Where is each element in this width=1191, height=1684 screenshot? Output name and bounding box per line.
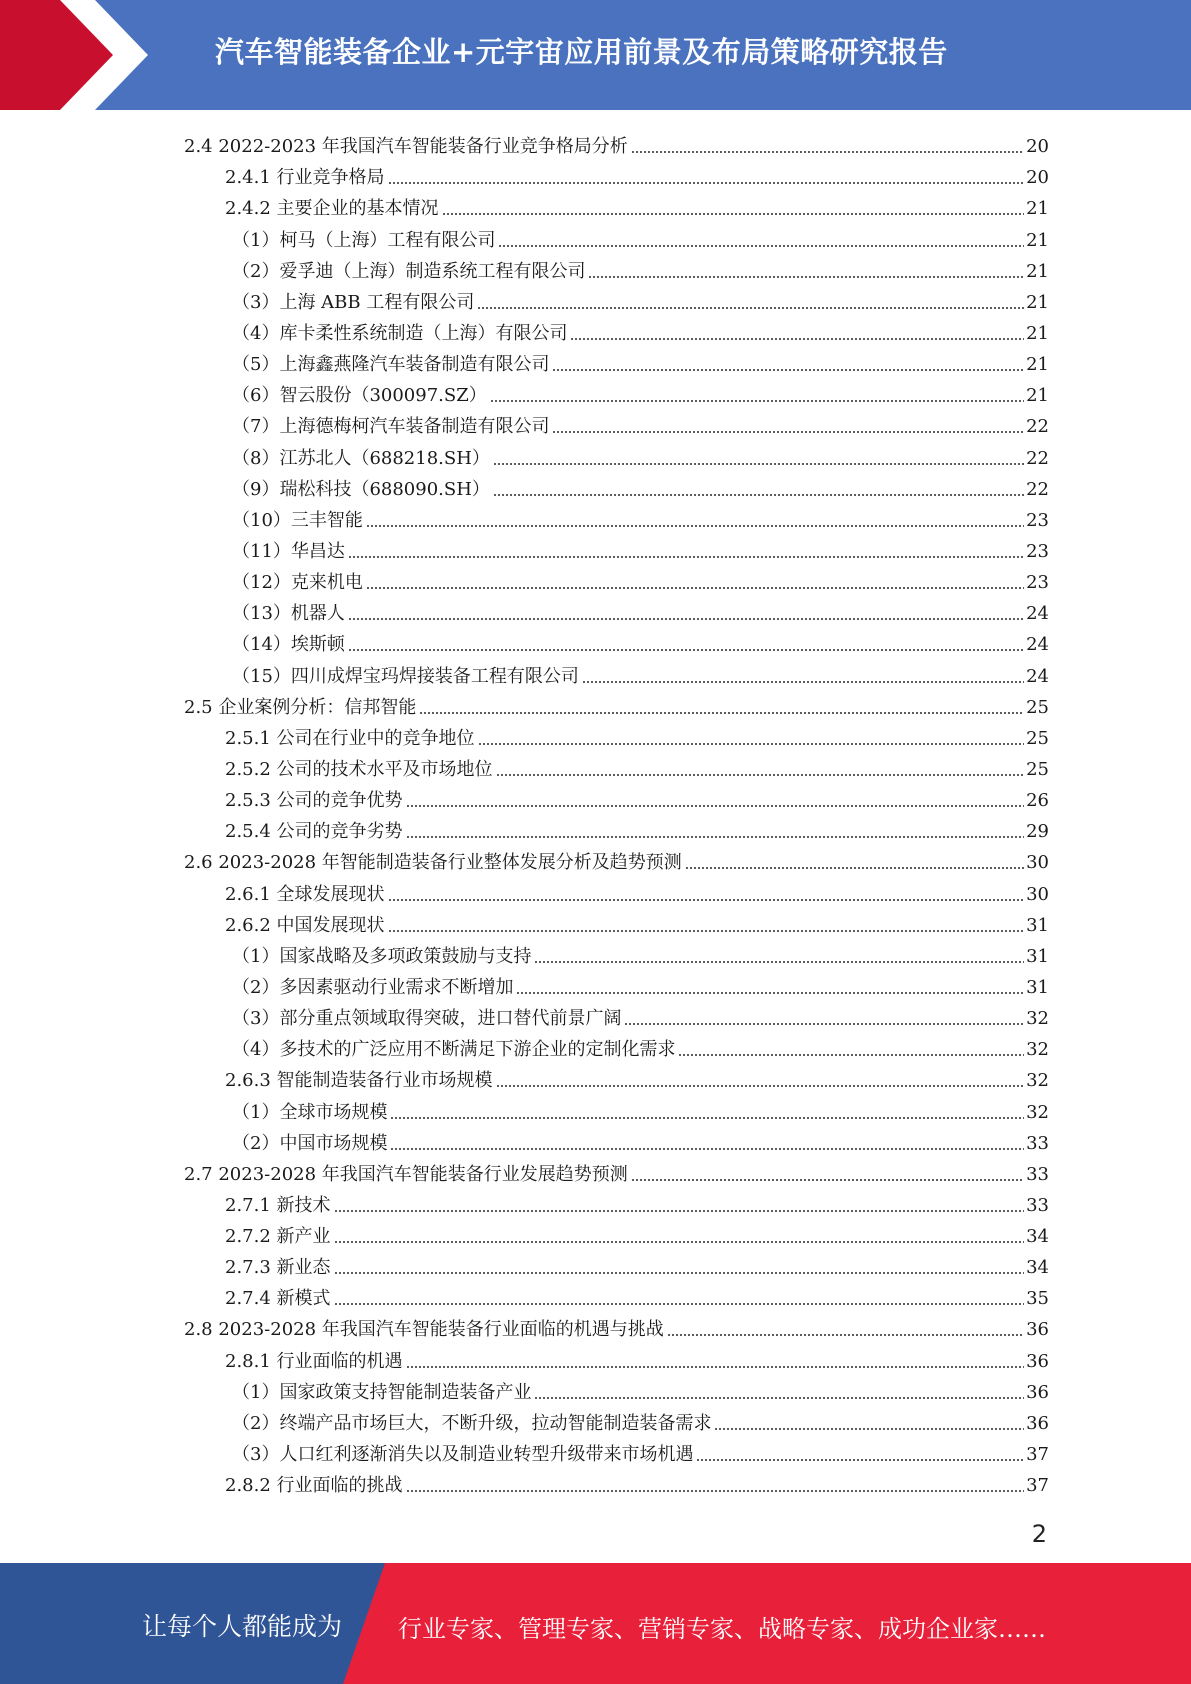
toc-entry-label: （2）终端产品市场巨大，不断升级，拉动智能制造装备需求 bbox=[232, 1412, 712, 1434]
toc-entry-page: 21 bbox=[1026, 322, 1049, 344]
toc-entry-label: （14）埃斯顿 bbox=[232, 634, 345, 656]
toc-dot-leader bbox=[348, 556, 1024, 558]
toc-entry-page: 30 bbox=[1026, 852, 1049, 874]
toc-entry[interactable] bbox=[184, 625, 1049, 656]
toc-dot-leader bbox=[348, 618, 1024, 620]
toc-entry-label: （5）上海鑫燕隆汽车装备制造有限公司 bbox=[232, 354, 550, 376]
toc-entry-label: （1）柯马（上海）工程有限公司 bbox=[232, 229, 496, 251]
toc-entry-page: 21 bbox=[1026, 354, 1049, 376]
toc-entry-label: （4）多技术的广泛应用不断满足下游企业的定制化需求 bbox=[232, 1039, 676, 1061]
toc-entry-page: 21 bbox=[1026, 385, 1049, 407]
toc-entry[interactable] bbox=[184, 750, 1049, 781]
header-arrow-decoration bbox=[0, 0, 160, 110]
toc-entry-label: （2）中国市场规模 bbox=[232, 1132, 388, 1154]
toc-entry-label: （11）华昌达 bbox=[232, 540, 345, 562]
toc-entry[interactable] bbox=[184, 1310, 1049, 1341]
toc-dot-leader bbox=[390, 1117, 1024, 1119]
toc-entry[interactable] bbox=[184, 812, 1049, 843]
toc-entry-label: 2.7 2023-2028 年我国汽车智能装备行业发展趋势预测 bbox=[184, 1163, 628, 1185]
toc-dot-leader bbox=[390, 1148, 1024, 1150]
toc-dot-leader bbox=[631, 151, 1024, 153]
toc-entry[interactable] bbox=[184, 158, 1049, 189]
toc-entry-label: （4）库卡柔性系统制造（上海）有限公司 bbox=[232, 322, 568, 344]
toc-entry-label: （10）三丰智能 bbox=[232, 509, 363, 531]
toc-entry-page: 21 bbox=[1026, 229, 1049, 251]
toc-dot-leader bbox=[334, 1272, 1025, 1274]
toc-entry[interactable] bbox=[184, 937, 1049, 968]
toc-entry-page: 36 bbox=[1026, 1319, 1049, 1341]
toc-dot-leader bbox=[552, 431, 1024, 433]
toc-dot-leader bbox=[624, 1023, 1024, 1025]
toc-entry[interactable] bbox=[184, 1155, 1049, 1186]
toc-entry[interactable] bbox=[184, 1217, 1049, 1248]
toc-entry-page: 25 bbox=[1026, 727, 1049, 749]
toc-entry-page: 31 bbox=[1026, 945, 1049, 967]
toc-entry-label: （3）人口红利逐渐消失以及制造业转型升级带来市场机遇 bbox=[232, 1444, 694, 1466]
toc-entry[interactable] bbox=[184, 563, 1049, 594]
toc-entry-page: 24 bbox=[1026, 603, 1049, 625]
toc-entry-page: 36 bbox=[1026, 1350, 1049, 1372]
toc-entry-page: 31 bbox=[1026, 914, 1049, 936]
toc-dot-leader bbox=[477, 307, 1024, 309]
toc-entry-page: 34 bbox=[1026, 1257, 1049, 1279]
toc-entry-label: 2.8.2 行业面临的挑战 bbox=[225, 1475, 403, 1497]
toc-entry-label: 2.4.1 行业竞争格局 bbox=[225, 167, 385, 189]
toc-dot-leader bbox=[406, 1490, 1025, 1492]
toc-entry[interactable] bbox=[184, 252, 1049, 283]
toc-dot-leader bbox=[534, 961, 1024, 963]
toc-entry-label: （1）国家政策支持智能制造装备产业 bbox=[232, 1381, 532, 1403]
toc-dot-leader bbox=[406, 1366, 1025, 1368]
toc-entry[interactable] bbox=[184, 127, 1049, 158]
toc-entry[interactable] bbox=[184, 656, 1049, 687]
toc-entry[interactable] bbox=[184, 283, 1049, 314]
toc-entry-page: 22 bbox=[1026, 416, 1049, 438]
toc-entry-page: 26 bbox=[1026, 790, 1049, 812]
toc-entry-page: 21 bbox=[1026, 260, 1049, 282]
toc-entry[interactable] bbox=[184, 843, 1049, 874]
toc-entry-label: （6）智云股份（300097.SZ） bbox=[232, 385, 487, 407]
toc-entry-page: 32 bbox=[1026, 1039, 1049, 1061]
toc-entry[interactable] bbox=[184, 1404, 1049, 1435]
toc-entry-label: 2.6.3 智能制造装备行业市场规模 bbox=[225, 1070, 493, 1092]
toc-entry-page: 23 bbox=[1026, 572, 1049, 594]
toc-dot-leader bbox=[570, 338, 1024, 340]
toc-entry-label: （9）瑞松科技（688090.SH） bbox=[232, 478, 490, 500]
toc-entry-label: 2.5.4 公司的竞争劣势 bbox=[225, 821, 403, 843]
toc-entry[interactable] bbox=[184, 438, 1049, 469]
toc-entry-label: （12）克来机电 bbox=[232, 572, 363, 594]
toc-entry[interactable] bbox=[184, 189, 1049, 220]
toc-entry-page: 22 bbox=[1026, 478, 1049, 500]
toc-entry-label: （3）部分重点领域取得突破，进口替代前景广阔 bbox=[232, 1008, 622, 1030]
toc-dot-leader bbox=[406, 836, 1025, 838]
toc-entry-label: （1）全球市场规模 bbox=[232, 1101, 388, 1123]
toc-entry[interactable] bbox=[184, 376, 1049, 407]
toc-entry[interactable] bbox=[184, 1279, 1049, 1310]
toc-entry-page: 23 bbox=[1026, 509, 1049, 531]
toc-dot-leader bbox=[388, 182, 1025, 184]
toc-entry[interactable] bbox=[184, 1030, 1049, 1061]
toc-entry-label: 2.5 企业案例分析：信邦智能 bbox=[184, 696, 417, 718]
toc-entry[interactable] bbox=[184, 1466, 1049, 1497]
toc-entry[interactable] bbox=[184, 1061, 1049, 1092]
toc-entry-label: （15）四川成焊宝玛焊接装备工程有限公司 bbox=[232, 665, 579, 687]
toc-entry-page: 33 bbox=[1026, 1163, 1049, 1185]
toc-entry-page: 29 bbox=[1026, 821, 1049, 843]
toc-entry-page: 20 bbox=[1026, 167, 1049, 189]
toc-entry[interactable] bbox=[184, 345, 1049, 376]
toc-dot-leader bbox=[334, 1210, 1025, 1212]
toc-dot-leader bbox=[685, 867, 1024, 869]
toc-entry[interactable] bbox=[184, 1435, 1049, 1466]
toc-entry-page: 37 bbox=[1026, 1475, 1049, 1497]
toc-entry[interactable] bbox=[184, 968, 1049, 999]
toc-dot-leader bbox=[631, 1179, 1024, 1181]
toc-dot-leader bbox=[696, 1459, 1024, 1461]
toc-entry-label: 2.7.3 新业态 bbox=[225, 1257, 331, 1279]
page-footer bbox=[0, 1563, 1191, 1684]
toc-dot-leader bbox=[442, 213, 1025, 215]
toc-dot-leader bbox=[498, 245, 1024, 247]
toc-entry[interactable] bbox=[184, 407, 1049, 438]
toc-dot-leader bbox=[366, 525, 1024, 527]
toc-dot-leader bbox=[496, 774, 1025, 776]
page-header bbox=[0, 0, 1191, 110]
toc-entry[interactable] bbox=[184, 1341, 1049, 1372]
toc-dot-leader bbox=[406, 805, 1025, 807]
toc-dot-leader bbox=[534, 1397, 1024, 1399]
toc-dot-leader bbox=[552, 369, 1024, 371]
toc-entry[interactable] bbox=[184, 874, 1049, 905]
toc-entry-label: （8）江苏北人（688218.SH） bbox=[232, 447, 490, 469]
toc-entry-page: 21 bbox=[1026, 291, 1049, 313]
toc-entry-label: 2.8 2023-2028 年我国汽车智能装备行业面临的机遇与挑战 bbox=[184, 1319, 664, 1341]
toc-entry[interactable] bbox=[184, 314, 1049, 345]
toc-entry-page: 31 bbox=[1026, 976, 1049, 998]
toc-entry-label: 2.4.2 主要企业的基本情况 bbox=[225, 198, 439, 220]
toc-dot-leader bbox=[388, 930, 1025, 932]
toc-dot-leader bbox=[582, 681, 1024, 683]
toc-entry-page: 24 bbox=[1026, 665, 1049, 687]
table-of-contents bbox=[184, 127, 1049, 1497]
toc-dot-leader bbox=[366, 587, 1024, 589]
toc-entry-page: 22 bbox=[1026, 447, 1049, 469]
toc-entry-page: 33 bbox=[1026, 1194, 1049, 1216]
toc-dot-leader bbox=[490, 400, 1024, 402]
toc-dot-leader bbox=[493, 494, 1024, 496]
toc-entry[interactable] bbox=[184, 999, 1049, 1030]
toc-entry-label: （2）爱孚迪（上海）制造系统工程有限公司 bbox=[232, 260, 586, 282]
toc-entry[interactable] bbox=[184, 501, 1049, 532]
page-number: 2 bbox=[1031, 1520, 1047, 1548]
toc-entry[interactable] bbox=[184, 1186, 1049, 1217]
toc-entry[interactable] bbox=[184, 594, 1049, 625]
toc-entry[interactable] bbox=[184, 719, 1049, 750]
toc-entry-label: 2.6.2 中国发展现状 bbox=[225, 914, 385, 936]
toc-entry-page: 36 bbox=[1026, 1381, 1049, 1403]
toc-dot-leader bbox=[334, 1241, 1025, 1243]
footer-expert-list: 行业专家、管理专家、营销专家、战略专家、成功企业家…… bbox=[398, 1615, 1046, 1643]
toc-entry-label: 2.4 2022-2023 年我国汽车智能装备行业竞争格局分析 bbox=[184, 136, 628, 158]
toc-entry[interactable] bbox=[184, 1092, 1049, 1123]
toc-entry[interactable] bbox=[184, 470, 1049, 501]
toc-dot-leader bbox=[419, 712, 1024, 714]
toc-entry-label: 2.8.1 行业面临的机遇 bbox=[225, 1350, 403, 1372]
toc-entry[interactable] bbox=[184, 906, 1049, 937]
toc-entry-page: 37 bbox=[1026, 1444, 1049, 1466]
toc-entry-page: 34 bbox=[1026, 1226, 1049, 1248]
toc-entry-page: 23 bbox=[1026, 540, 1049, 562]
toc-entry-page: 25 bbox=[1026, 758, 1049, 780]
toc-dot-leader bbox=[588, 276, 1024, 278]
toc-entry-label: 2.5.2 公司的技术水平及市场地位 bbox=[225, 758, 493, 780]
toc-entry-label: 2.5.1 公司在行业中的竞争地位 bbox=[225, 727, 475, 749]
toc-entry-page: 35 bbox=[1026, 1288, 1049, 1310]
footer-slogan: 让每个人都能成为 bbox=[142, 1612, 343, 1641]
toc-dot-leader bbox=[493, 463, 1024, 465]
toc-dot-leader bbox=[714, 1428, 1024, 1430]
page-title: 汽车智能装备企业+元宇宙应用前景及布局策略研究报告 bbox=[215, 35, 948, 69]
toc-dot-leader bbox=[388, 899, 1025, 901]
toc-entry-label: 2.6.1 全球发展现状 bbox=[225, 883, 385, 905]
toc-entry-page: 33 bbox=[1026, 1132, 1049, 1154]
toc-entry[interactable] bbox=[184, 1248, 1049, 1279]
toc-dot-leader bbox=[334, 1303, 1025, 1305]
toc-entry[interactable] bbox=[184, 1124, 1049, 1155]
toc-entry-label: 2.7.1 新技术 bbox=[225, 1194, 331, 1216]
toc-entry[interactable] bbox=[184, 781, 1049, 812]
toc-entry-label: （7）上海德梅柯汽车装备制造有限公司 bbox=[232, 416, 550, 438]
toc-entry[interactable] bbox=[184, 1373, 1049, 1404]
toc-entry-page: 32 bbox=[1026, 1008, 1049, 1030]
toc-entry-page: 20 bbox=[1026, 136, 1049, 158]
toc-entry-page: 36 bbox=[1026, 1412, 1049, 1434]
toc-entry-label: 2.6 2023-2028 年智能制造装备行业整体发展分析及趋势预测 bbox=[184, 852, 682, 874]
toc-entry-label: （2）多因素驱动行业需求不断增加 bbox=[232, 976, 514, 998]
toc-entry-label: （1）国家战略及多项政策鼓励与支持 bbox=[232, 945, 532, 967]
toc-entry-page: 25 bbox=[1026, 696, 1049, 718]
toc-entry[interactable] bbox=[184, 220, 1049, 251]
toc-entry-label: 2.5.3 公司的竞争优势 bbox=[225, 790, 403, 812]
toc-entry-label: （3）上海 ABB 工程有限公司 bbox=[232, 291, 475, 313]
toc-dot-leader bbox=[348, 649, 1024, 651]
toc-entry-page: 32 bbox=[1026, 1070, 1049, 1092]
toc-entry[interactable] bbox=[184, 688, 1049, 719]
toc-entry-label: 2.7.4 新模式 bbox=[225, 1288, 331, 1310]
toc-entry-page: 24 bbox=[1026, 634, 1049, 656]
toc-dot-leader bbox=[478, 743, 1025, 745]
toc-dot-leader bbox=[516, 992, 1024, 994]
toc-entry[interactable] bbox=[184, 532, 1049, 563]
toc-dot-leader bbox=[496, 1085, 1025, 1087]
toc-entry-label: （13）机器人 bbox=[232, 603, 345, 625]
toc-entry-label: 2.7.2 新产业 bbox=[225, 1226, 331, 1248]
toc-entry-page: 30 bbox=[1026, 883, 1049, 905]
toc-entry-page: 32 bbox=[1026, 1101, 1049, 1123]
toc-entry-page: 21 bbox=[1026, 198, 1049, 220]
toc-dot-leader bbox=[667, 1334, 1024, 1336]
toc-dot-leader bbox=[678, 1054, 1024, 1056]
